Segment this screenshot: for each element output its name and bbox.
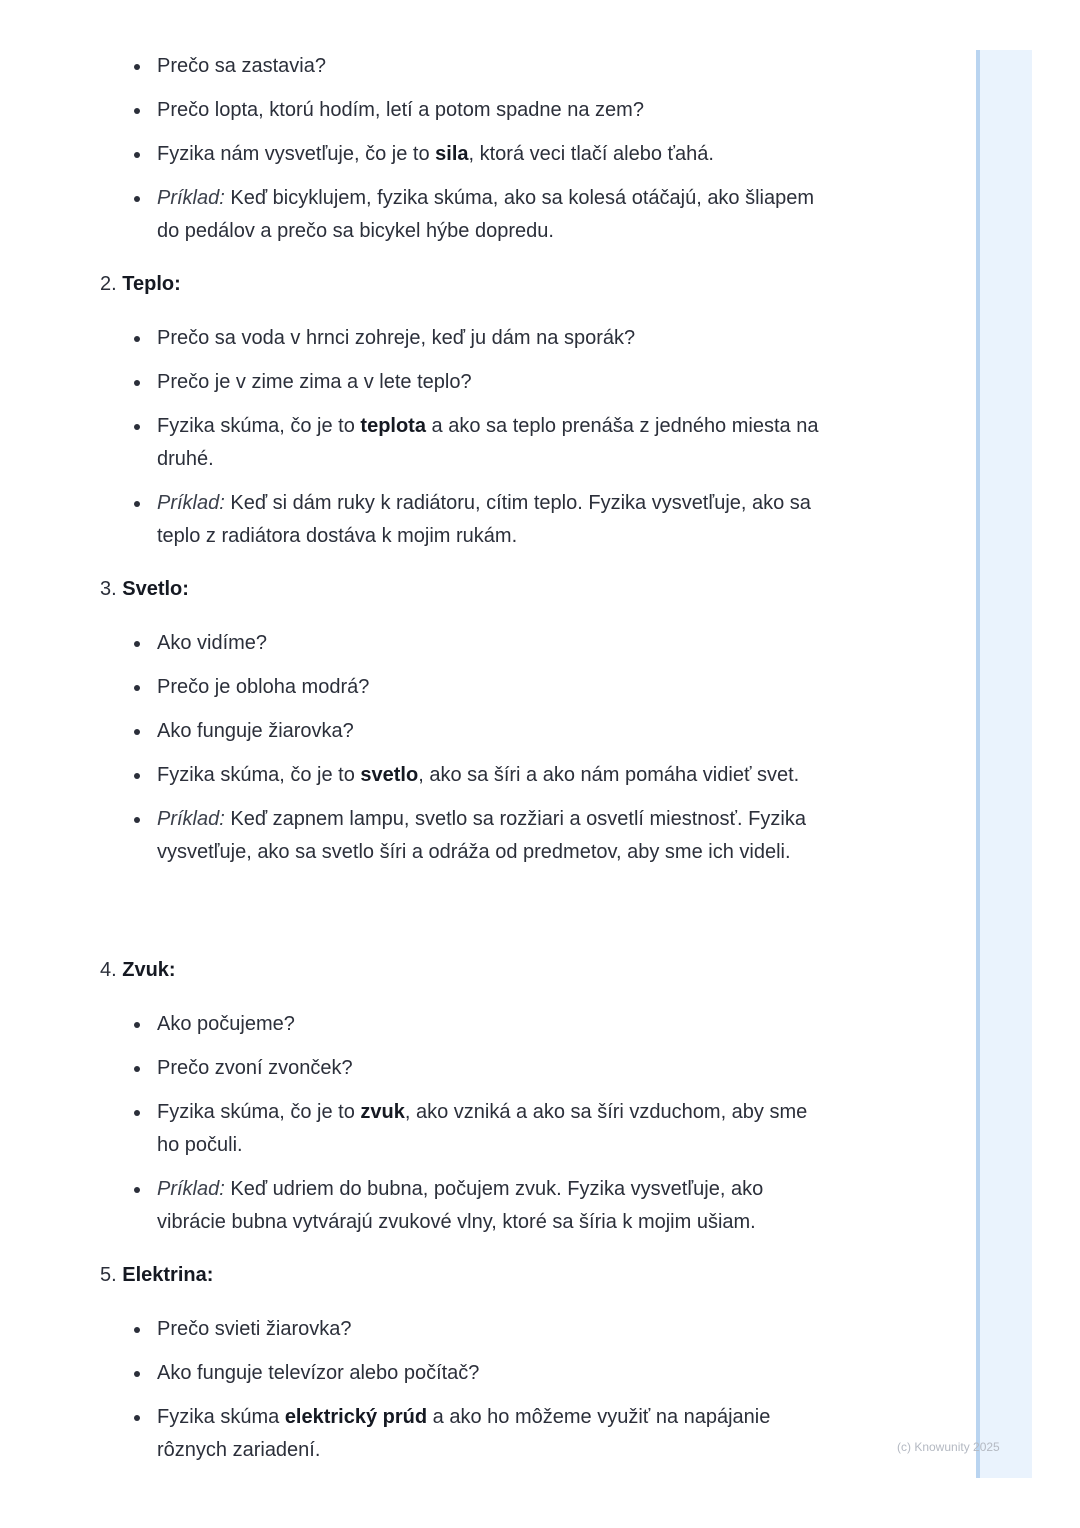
keyword: zvuk [360,1101,405,1123]
list-item: Príklad: Keď si dám ruky k radiátoru, cítim teplo. Fyzika vysvetľuje, ako sa teplo z radiátora dostáva k mojim rukám. [0,487,822,553]
section-number: 3. [100,578,117,600]
list-item: Ako vidíme? [0,627,822,660]
section-title: Svetlo: [122,578,189,600]
section-4-list [0,1008,822,1239]
section-number: 2. [100,273,117,295]
list-item: Prečo je v zime zima a v lete teplo? [0,366,822,399]
list-item: Fyzika skúma, čo je to zvuk, ako vzniká a ako sa šíri vzduchom, aby sme ho počuli. [0,1096,822,1162]
list-item: Prečo sa zastavia? [0,50,822,83]
section-3-list [0,627,822,869]
section-number: 4. [100,959,117,981]
section-title: Elektrina: [122,1264,214,1286]
list-item: Prečo je obloha modrá? [0,671,822,704]
section-5-list [0,1313,822,1467]
section-1-list [0,50,822,248]
list-item: Príklad: Keď udriem do bubna, počujem zvuk. Fyzika vysvetľuje, ako vibrácie bubna vytvárajú zvukové vlny, ktoré sa šíria k mojim ušiam. [0,1173,822,1239]
keyword: elektrický prúd [284,1406,428,1428]
example-label: Príklad: [157,492,225,514]
list-item: Ako počujeme? [0,1008,822,1041]
section-title: Zvuk: [122,959,176,981]
keyword: svetlo [360,764,419,786]
example-label: Príklad: [157,1178,225,1200]
section-heading-svetlo [0,573,189,606]
section-heading-teplo [0,268,181,301]
list-item: Prečo zvoní zvonček? [0,1052,822,1085]
section-title: Teplo: [122,273,181,295]
keyword: sila [435,143,469,165]
list-item: Prečo sa voda v hrnci zohreje, keď ju dám na sporák? [0,322,822,355]
section-2-list [0,322,822,553]
example-label: Príklad: [157,187,225,209]
list-item: Príklad: Keď bicyklujem, fyzika skúma, ako sa kolesá otáčajú, ako šliapem do pedálov a prečo sa bicykel hýbe dopredu. [0,182,822,248]
keyword: teplota [360,415,426,437]
side-panel [976,50,1032,1478]
list-item: Prečo lopta, ktorú hodím, letí a potom spadne na zem? [0,94,822,127]
watermark: (c) Knowunity 2025 [897,1440,1000,1454]
section-number: 5. [100,1264,117,1286]
list-item: Ako funguje žiarovka? [0,715,822,748]
list-item: Príklad: Keď zapnem lampu, svetlo sa rozžiari a osvetlí miestnosť. Fyzika vysvetľuje, ako sa svetlo šíri a odráža od predmetov, aby sme ich videli. [0,803,822,869]
list-item: Fyzika skúma, čo je to svetlo, ako sa šíri a ako nám pomáha vidieť svet. [0,759,822,792]
section-heading-zvuk [0,954,176,987]
list-item: Fyzika nám vysvetľuje, čo je to sila, ktorá veci tlačí alebo ťahá. [0,138,822,171]
list-item: Fyzika skúma, čo je to teplota a ako sa teplo prenáša z jedného miesta na druhé. [0,410,822,476]
example-label: Príklad: [157,808,225,830]
list-item: Prečo svieti žiarovka? [0,1313,822,1346]
section-heading-elektrina [0,1259,213,1292]
list-item: Ako funguje televízor alebo počítač? [0,1357,822,1390]
list-item: Fyzika skúma elektrický prúd a ako ho môžeme využiť na napájanie rôznych zariadení. [0,1401,822,1467]
